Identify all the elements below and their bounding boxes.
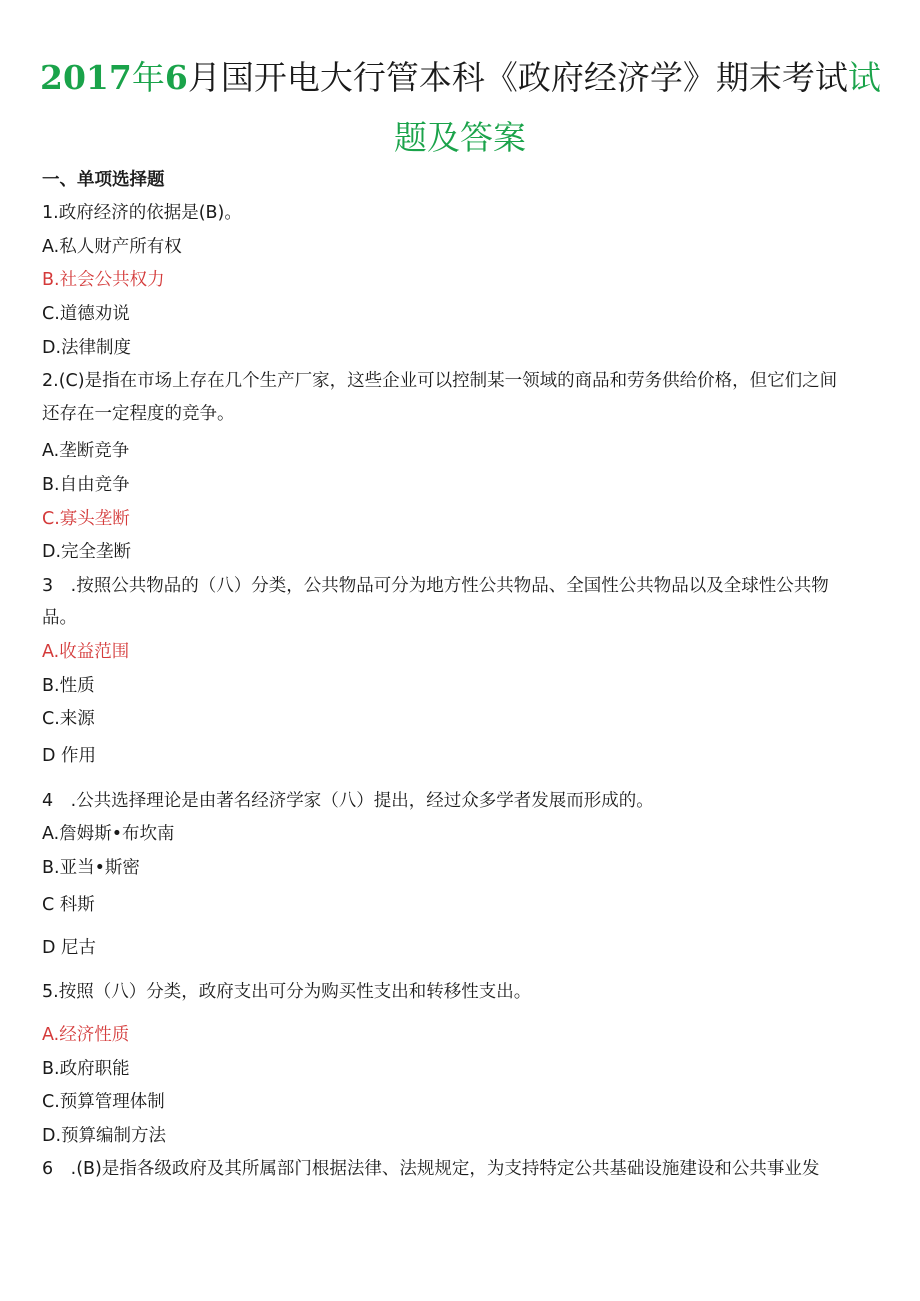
q4-option-d: D 尼古 [42,938,97,958]
q1-option-a: A.私人财产所有权 [42,237,182,257]
document-title-line-1 [40,56,920,100]
q5-option-c: C.预算管理体制 [42,1092,165,1112]
section-heading: 一、单项选择题 [42,170,165,190]
question-3-line-1: 3 .按照公共物品的（八）分类，公共物品可分为地方性公共物品、全国性公共物品以及全球性公共物 [42,576,829,596]
question-2-line-1: 2.(C)是指在市场上存在几个生产厂家，这些企业可以控制某一领域的商品和劳务供给价格，但它们之间 [42,371,838,391]
q2-option-a: A.垄断竞争 [42,441,130,461]
title-shi: 试 [847,58,881,97]
q3-option-d: D 作用 [42,746,97,766]
q4-option-b: B.亚当•斯密 [42,858,140,878]
title-main: 月国开电大行管本科《政府经济学》期末考试 [187,58,848,97]
q4-option-c: C 科斯 [42,895,95,915]
title-month-num: 6 [164,58,188,97]
q5-option-d: D.预算编制方法 [42,1126,167,1146]
q5-option-b: B.政府职能 [42,1059,130,1079]
q3-option-c: C.来源 [42,709,95,729]
q1-option-b-answer: B.社会公共权力 [42,270,165,290]
question-1: 1.政府经济的依据是(B)。 [42,203,242,223]
q2-option-d: D.完全垄断 [42,542,132,562]
title-year: 2017 [40,58,132,97]
question-5: 5.按照（八）分类，政府支出可分为购买性支出和转移性支出。 [42,982,532,1002]
q2-option-b: B.自由竞争 [42,475,130,495]
q1-option-d: D.法律制度 [42,338,132,358]
q3-option-a-answer: A.收益范围 [42,642,130,662]
question-6-line-1: 6 .(B)是指各级政府及其所属部门根据法律、法规规定，为支持特定公共基础设施建设和公共事业发 [42,1159,820,1179]
question-3-line-2: 品。 [42,608,77,628]
q5-option-a-answer: A.经济性质 [42,1025,130,1045]
title-nian: 年 [131,58,165,97]
question-2-line-2: 还存在一定程度的竞争。 [42,404,235,424]
document-title-line-2: 题及答案 [394,118,526,157]
question-4: 4 .公共选择理论是由著名经济学家（八）提出，经过众多学者发展而形成的。 [42,791,654,811]
q2-option-c-answer: C.寡头垄断 [42,509,130,529]
q4-option-a: A.詹姆斯•布坎南 [42,824,175,844]
q1-option-c: C.道德劝说 [42,304,130,324]
q3-option-b: B.性质 [42,676,95,696]
